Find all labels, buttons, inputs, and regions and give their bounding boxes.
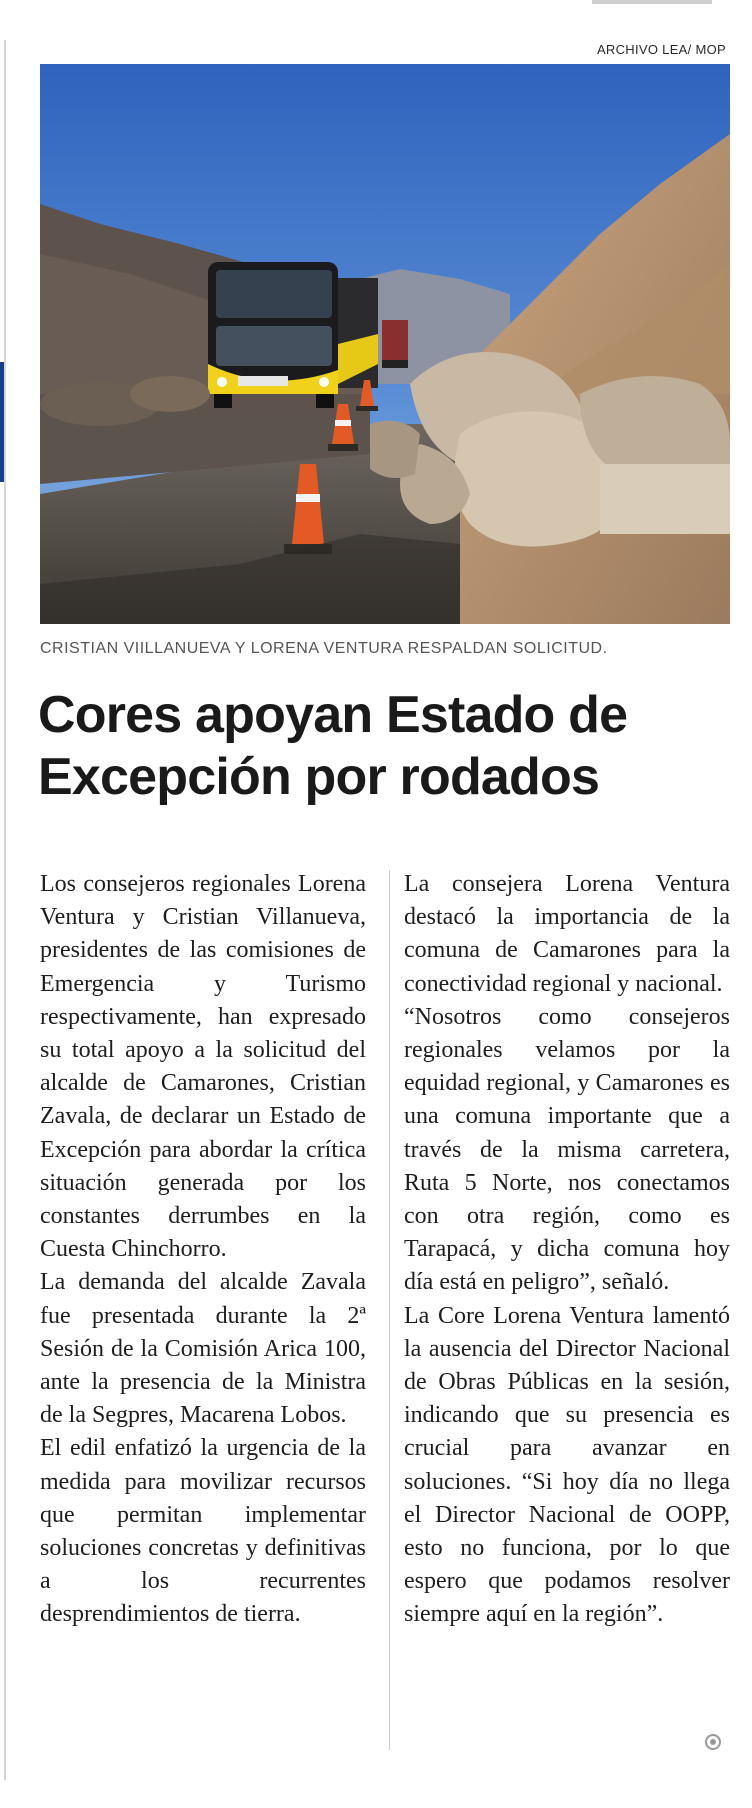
article-body-left-column — [40, 868, 366, 1632]
left-page-rule — [4, 40, 6, 1780]
photo-caption: CRISTIAN VIILLANUEVA Y LORENA VENTURA RESPALDAN SOLICITUD. — [40, 640, 608, 657]
paragraph: La Core Lorena Ventura lamentó la ausencia del Director Nacional de Obras Públicas en la sesión, indicando que su presencia es crucial para avanzar en soluciones. “Si hoy día no llega el Director Nacional de OOPP, esto no funciona, por lo que espero que podamos resolver siempre aquí en la región”. — [404, 1302, 730, 1628]
article-photo — [40, 64, 730, 624]
article-headline: Cores apoyan Estado de Excepción por rodados — [38, 686, 628, 806]
paragraph: “Nosotros como consejeros regionales velamos por la equidad regional, y Camarones es una comuna importante que a través de la misma carretera, Ruta 5 Norte, nos conectamos con otra región, como es Tarapacá, y dicha comuna hoy día está en peligro”, señaló. — [404, 1003, 730, 1296]
top-margin-marker — [592, 0, 712, 4]
left-margin-marker — [0, 362, 4, 482]
paragraph: La consejera Lorena Ventura destacó la importancia de la comuna de Camarones para la conectividad regional y nacional. — [404, 871, 730, 997]
paragraph: El edil enfatizó la urgencia de la medida para movilizar recursos que permitan implementar soluciones concretas y definitivas a los recurrentes desprendimientos de tierra. — [40, 1435, 366, 1628]
article-body-right-column — [404, 868, 730, 1632]
column-divider — [389, 870, 390, 1750]
end-of-article-icon — [705, 1734, 721, 1750]
paragraph: La demanda del alcalde Zavala fue presentada durante la 2ª Sesión de la Comisión Arica 100, ante la presencia de la Ministra de la Segpres, Macarena Lobos. — [40, 1269, 366, 1429]
photo-credit: ARCHIVO LEA/ MOP — [596, 42, 726, 57]
paragraph: Los consejeros regionales Lorena Ventura y Cristian Villanueva, presidentes de las comisiones de Emergencia y Turismo respectivamente, han expresado su total apoyo a la solicitud del alcalde de Camarones, Cristian Zavala, de declarar un Estado de Excepción para abordar la crítica situación generada por los constantes derrumbes en la Cuesta Chinchorro. — [40, 871, 366, 1263]
